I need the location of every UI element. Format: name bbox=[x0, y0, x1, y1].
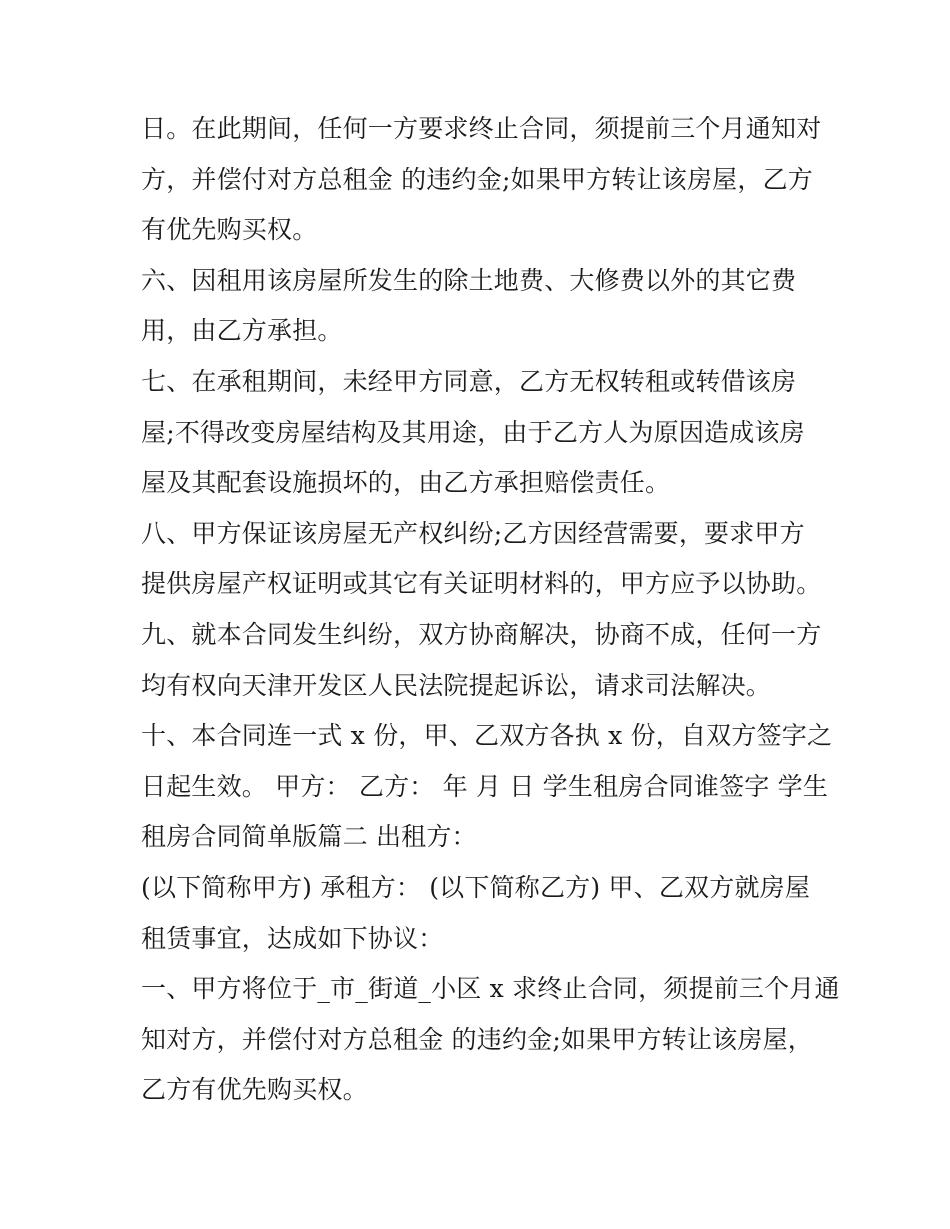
text-line: 租赁事宜，达成如下协议： bbox=[141, 923, 444, 953]
text-line: 乙方有优先购买权。 bbox=[141, 1075, 368, 1105]
text-line: 十、本合同连一式 x 份，甲、乙双方各执 x 份，自双方签字之 bbox=[141, 721, 833, 751]
text-line: 日。在此期间，任何一方要求终止合同，须提前三个月通知对 bbox=[141, 114, 822, 143]
text-line: 九、就本合同发生纠纷，双方协商解决，协商不成，任何一方 bbox=[141, 619, 822, 649]
text-line: 七、在承租期间，未经甲方同意，乙方无权转租或转借该房 bbox=[141, 366, 797, 396]
text-line: 方，并偿付对方总租金 的违约金;如果甲方转让该房屋，乙方 bbox=[141, 164, 813, 194]
text-line: 提供房屋产权证明或其它有关证明材料的，甲方应予以协助。 bbox=[141, 569, 822, 599]
text-line: 屋及其配套设施损坏的，由乙方承担赔偿责任。 bbox=[141, 468, 671, 498]
text-line: 均有权向天津开发区人民法院提起诉讼，请求司法解决。 bbox=[141, 670, 772, 700]
text-line: 八、甲方保证该房屋无产权纠纷;乙方因经营需要，要求甲方 bbox=[141, 518, 805, 548]
text-line: 日起生效。 甲方： 乙方： 年 月 日 学生租房合同谁签字 学生 bbox=[141, 771, 829, 801]
text-line: 租房合同简单版篇二 出租方： bbox=[141, 822, 477, 852]
text-line: 有优先购买权。 bbox=[141, 215, 318, 245]
text-line: 屋;不得改变房屋结构及其用途，由于乙方人为原因造成该房 bbox=[141, 417, 805, 447]
document-body bbox=[141, 104, 840, 1116]
text-line: 六、因租用该房屋所发生的除土地费、大修费以外的其它费 bbox=[141, 265, 797, 295]
text-line: 知对方，并偿付对方总租金 的违约金;如果甲方转让该房屋， bbox=[141, 1024, 813, 1054]
text-line: (以下简称甲方) 承租方： (以下简称乙方) 甲、乙双方就房屋 bbox=[141, 872, 811, 902]
text-line: 一、甲方将位于_市_街道_小区 x 求终止合同，须提前三个月通 bbox=[141, 974, 840, 1004]
text-line: 用，由乙方承担。 bbox=[141, 316, 343, 346]
